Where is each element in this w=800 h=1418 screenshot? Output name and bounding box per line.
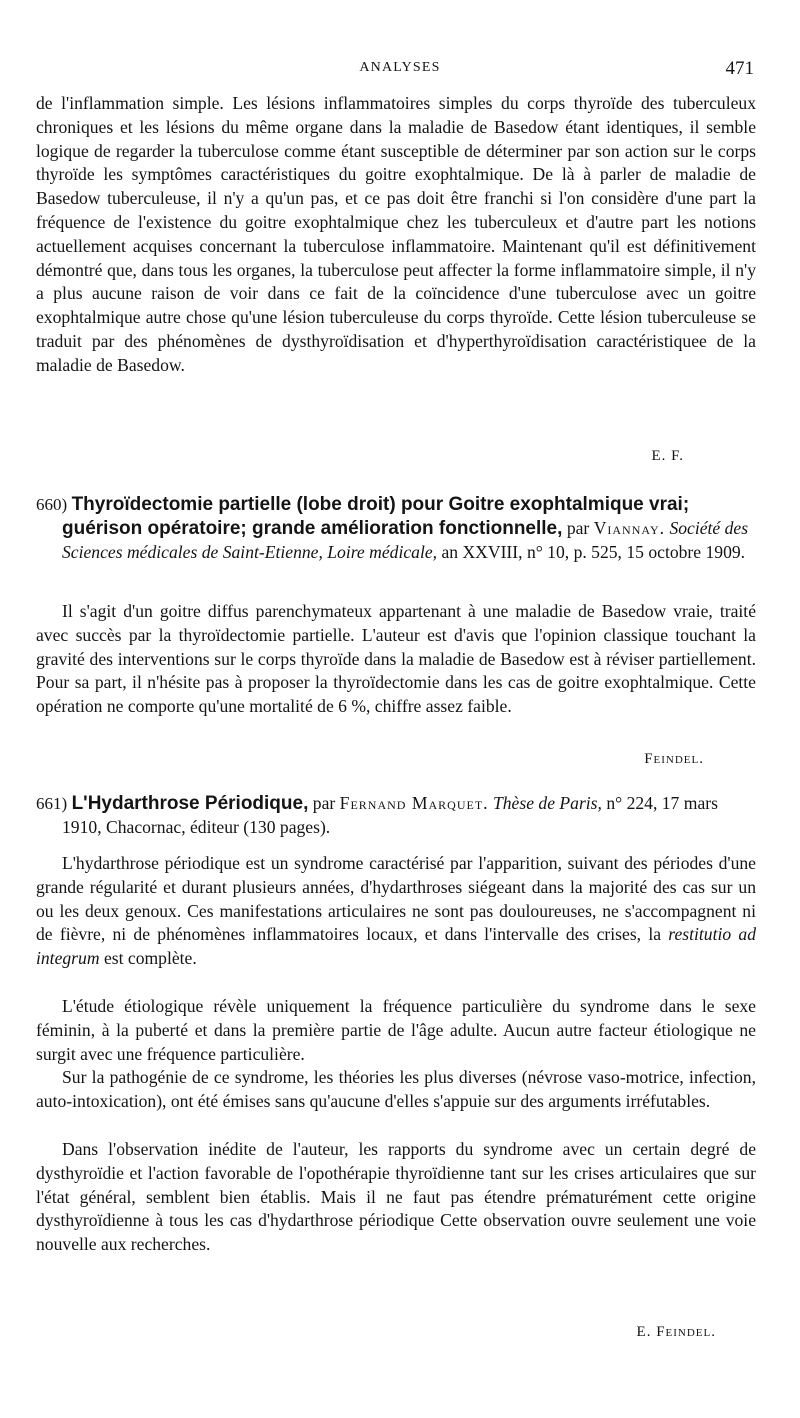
entry-661-number: 661): [36, 794, 68, 813]
entry-660-heading: [36, 493, 756, 564]
entry-661-p1-start: L'hydarthrose périodique est un syndrome caractérisé par l'apparition, suivant des périodes d'une grande régularité et durant plusieurs années, d'hydarthroses siégeant dans la majorité des cas sur un ou les deux genoux. Ces manifestations articulaires ne sont pas douloureuses, ne s'accompagnent ni de fièvre, ni de phénomènes inflammatoires locaux, et dans l'intervalle des crises, la: [36, 853, 756, 945]
entry-661-p1-end: est complète.: [103, 948, 197, 969]
intro-signature: E. F.: [651, 448, 684, 464]
running-header: [30, 60, 770, 86]
entry-661-signature: E. Feindel.: [636, 1324, 716, 1340]
entry-661-by: par: [312, 793, 336, 813]
page-number: 471: [725, 58, 754, 79]
entry-661-paragraph-1: [36, 852, 756, 971]
entry-661-paragraph-4: Dans l'observation inédite de l'auteur, les rapports du syndrome avec un certain degré de dysthyroïdie et l'action favorable de l'opothérapie thyroïdienne tant sur les crises articulaires que sur l'état général, semblent bien établis. Mais il ne faut pas étendre prématurément cette origine dysthyroïdienne à tous les cas d'hydarthrose périodique Cette observation ouvre seulement une voie nouvelle aux recherches.: [36, 1139, 756, 1255]
entry-660-number: 660): [36, 495, 68, 514]
entry-660-signature: Feindel.: [644, 751, 704, 767]
entry-660-source: Société des Sciences médicales de Saint-Etienne, Loire médicale,: [62, 517, 749, 562]
entry-660-by: par: [566, 517, 590, 538]
entry-661-title: L'Hydarthrose Périodique,: [71, 793, 309, 814]
entry-661-heading: [36, 792, 756, 840]
entry-661-source: Thèse de Paris,: [492, 793, 602, 813]
intro-paragraph: de l'inflammation simple. Les lésions inflammatoires simples du corps thyroïde des tuberculeux chroniques et les lésions du même organe dans la maladie de Basedow étant identiques, il semble logique de regarder la tuberculose comme étant susceptible de déterminer par son action sur le corps thyroïde les symptômes caractéristiques du goitre exophtalmique. De là à parler de maladie de Basedow tuberculeuse, il n'y a qu'un pas, et ce pas doit être franchi si l'on considère d'une part la fréquence de l'existence du goitre exophtalmique chez les tuberculeux et d'autre part les notions actuellement acquises concernant la tuberculose inflammatoire. Maintenant qu'il est définitivement démontré que, dans tous les organes, la tuberculose peut affecter la forme inflammatoire simple, il n'y a plus aucune raison de voir dans ce fait de la coïncidence d'une tuberculose avec un goitre exophtalmique autre chose qu'une lésion tuberculeuse du corps thyroïde. Cette lésion tuberculeuse se traduit par des phénomènes de dysthyroïdisation et d'hyperthyroïdisation caractéristiquee de la maladie de Basedow.: [36, 93, 756, 375]
entry-661-p1-latin: restitutio ad integrum: [36, 924, 756, 969]
entry-661-paragraph-2: L'étude étiologique révèle uniquement la fréquence particulière du syndrome dans le sexe féminin, à la puberté et dans la première partie de l'âge adulte. Aucun autre facteur étiologique ne surgit avec une fréquence particulière.: [36, 996, 756, 1064]
entry-660-title: Thyroïdectomie partielle (lobe droit) pour Goitre exophtalmique vrai; guérison opératoire; grande amélioration fonctionnelle,: [62, 494, 690, 539]
entry-660-author: Viannay.: [593, 517, 666, 538]
entry-661-details: n° 224, 17 mars 1910, Chacornac, éditeur (130 pages).: [62, 793, 718, 837]
entry-660-details: an XXVIII, n° 10, p. 525, 15 octobre 1909.: [441, 541, 746, 562]
entry-660-body: Il s'agit d'un goitre diffus parenchymateux appartenant à une maladie de Basedow vraie, traité avec succès par la thyroïdectomie partielle. L'auteur est d'avis que l'opinion classique touchant la gravité des interventions sur le corps thyroïde dans la maladie de Basedow est à réviser partiellement. Pour sa part, il n'hésite pas à proposer la thyroïdectomie dans les cas de goitre exophtalmique. Cette opération ne comporte qu'une mortalité de 6 %, chiffre assez faible.: [36, 601, 756, 717]
entry-661-author: Fernand Marquet.: [339, 793, 489, 813]
entry-661-paragraph-3: Sur la pathogénie de ce syndrome, les théories les plus diverses (névrose vaso-motrice, infection, auto-intoxication), ont été émises sans qu'aucune d'elles s'appuie sur des arguments irréfutables.: [36, 1067, 756, 1111]
section-title: ANALYSES: [359, 60, 441, 75]
